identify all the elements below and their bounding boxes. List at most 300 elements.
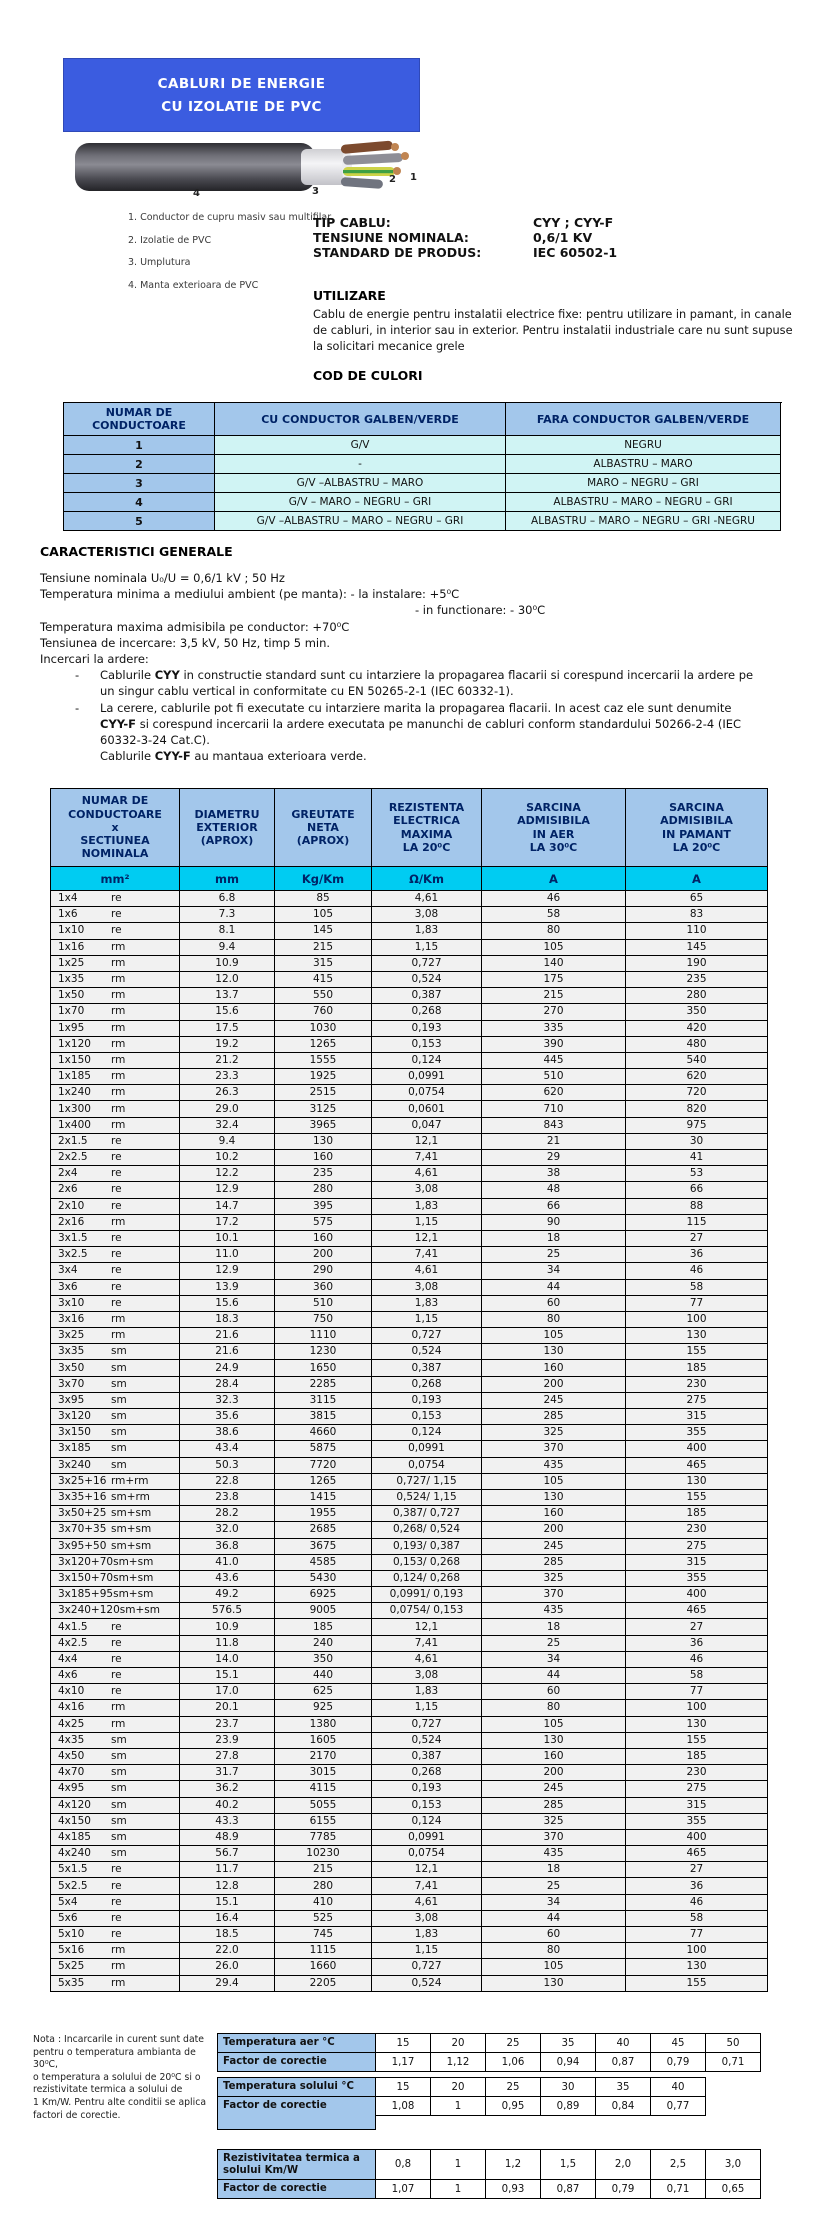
table-cell: 1660 [275, 1959, 372, 1975]
table-cell: 17.0 [180, 1684, 275, 1700]
conductor-size: 3x50 [58, 1361, 85, 1374]
conductor-size: 4x10 [58, 1685, 85, 1698]
conductor-class: sm+sm [113, 1588, 154, 1601]
color-table-cell: MARO – NEGRU – GRI [506, 474, 781, 493]
table-cell: 46 [626, 1895, 768, 1911]
conductor-class: re [111, 1863, 122, 1876]
correction-table-value: 40 [650, 2077, 706, 2097]
table-cell: 1,83 [372, 1296, 482, 1312]
table-cell: 12,1 [372, 1619, 482, 1635]
table-cell: 395 [275, 1199, 372, 1215]
table-cell: 280 [275, 1878, 372, 1894]
table-row [51, 1118, 768, 1134]
conductor-size: 2x6 [58, 1183, 78, 1196]
table-cell: 10230 [275, 1846, 372, 1862]
correction-factor-value: 0,71 [705, 2052, 761, 2072]
table-cell: 31.7 [180, 1765, 275, 1781]
table-cell: 43.3 [180, 1814, 275, 1830]
conductor-class: re [111, 1652, 122, 1665]
table-cell: 21.2 [180, 1053, 275, 1069]
correction-factor-value: 1,07 [375, 2179, 431, 2199]
table-cell: 29.0 [180, 1101, 275, 1117]
table-cell: 41 [626, 1150, 768, 1166]
conductor-class: sm [111, 1393, 127, 1406]
conductor-size: 5x25 [58, 1960, 85, 1973]
correction-table-value: 25 [485, 2033, 541, 2053]
conductor-size: 4x2.5 [58, 1636, 88, 1649]
table-cell: 155 [626, 1490, 768, 1506]
table-cell: 335 [482, 1021, 626, 1037]
table-cell: 0,124 [372, 1053, 482, 1069]
main-table-size-cell [51, 1037, 180, 1053]
table-row [51, 1425, 768, 1441]
table-cell: 925 [275, 1700, 372, 1716]
correction-table-value-row [218, 2149, 761, 2180]
correction-factor-value: 1,12 [430, 2052, 486, 2072]
legend-item: 3. Umplutura [128, 257, 191, 268]
table-cell: 23.7 [180, 1717, 275, 1733]
conductor-class: rm [111, 1215, 126, 1228]
table-cell: 0,524 [372, 1976, 482, 1992]
table-cell: 160 [482, 1360, 626, 1376]
correction-table-value: 1,2 [485, 2149, 541, 2180]
table-row [51, 1717, 768, 1733]
table-cell: 625 [275, 1684, 372, 1700]
conductor-size: 5x16 [58, 1944, 85, 1957]
conductor-size: 3x4 [58, 1264, 78, 1277]
table-cell: 100 [626, 1943, 768, 1959]
table-cell: 540 [626, 1053, 768, 1069]
main-table-size-cell [51, 1895, 180, 1911]
table-cell: 185 [626, 1749, 768, 1765]
table-cell: 240 [275, 1636, 372, 1652]
conductor-class: rm [111, 989, 126, 1002]
table-row [51, 1166, 768, 1182]
table-row [51, 1296, 768, 1312]
main-table-header-row [51, 789, 768, 867]
conductor-size: 1x400 [58, 1118, 91, 1131]
conductor-size: 5x4 [58, 1895, 78, 1908]
correction-factor-value: 0,87 [540, 2179, 596, 2199]
table-cell: 576.5 [180, 1603, 275, 1619]
page-title-line1: CABLURI DE ENERGIE [157, 75, 326, 92]
conductor-class: sm [111, 1410, 127, 1423]
caracteristici-line: - in functionare: - 30⁰C [415, 603, 546, 618]
table-row [51, 1069, 768, 1085]
table-row [51, 891, 768, 907]
table-cell: 7,41 [372, 1878, 482, 1894]
conductor-size: 2x2.5 [58, 1151, 88, 1164]
table-row [51, 1182, 768, 1198]
table-cell: 3815 [275, 1409, 372, 1425]
bullet-text: Cablurile CYY-F au mantaua exterioara verde. [100, 749, 367, 764]
table-cell: 355 [626, 1425, 768, 1441]
table-cell: 2515 [275, 1085, 372, 1101]
conductor-class: re [111, 1232, 122, 1245]
conductor-class: rm [111, 1960, 126, 1973]
table-cell: 0,268/ 0,524 [372, 1522, 482, 1538]
main-table-size-cell [51, 1312, 180, 1328]
table-cell: 60 [482, 1927, 626, 1943]
table-cell: 745 [275, 1927, 372, 1943]
table-cell: 155 [626, 1344, 768, 1360]
table-cell: 23.9 [180, 1733, 275, 1749]
table-cell: 0,387 [372, 988, 482, 1004]
table-cell: 34 [482, 1652, 626, 1668]
table-cell: 105 [482, 1474, 626, 1490]
main-table-size-cell [51, 1506, 180, 1522]
table-cell: 27 [626, 1619, 768, 1635]
table-cell: 2685 [275, 1522, 372, 1538]
table-cell: 350 [626, 1004, 768, 1020]
table-cell: 1,83 [372, 1199, 482, 1215]
table-cell: 620 [482, 1085, 626, 1101]
color-table-cell: G/V –ALBASTRU – MARO [215, 474, 506, 493]
table-row [51, 972, 768, 988]
table-cell: 105 [482, 1717, 626, 1733]
conductor-class: re [111, 1879, 122, 1892]
correction-table-value: 45 [650, 2033, 706, 2053]
spec-value: CYY ; CYY-F [533, 215, 614, 230]
table-row [51, 1798, 768, 1814]
conductor-class: re [111, 1928, 122, 1941]
spec-row [313, 246, 617, 261]
spec-label: TENSIUNE NOMINALA: [313, 229, 469, 245]
main-table-size-cell [51, 1571, 180, 1587]
table-row [51, 1927, 768, 1943]
table-cell: 3,08 [372, 907, 482, 923]
correction-table-soil-temperature [218, 2078, 706, 2130]
table-cell: 145 [626, 940, 768, 956]
table-cell: 90 [482, 1215, 626, 1231]
conductor-size: 4x4 [58, 1652, 78, 1665]
conductor-size: 4x95 [58, 1782, 85, 1795]
table-cell: 77 [626, 1684, 768, 1700]
main-table-size-cell [51, 1085, 180, 1101]
main-table-size-cell [51, 1263, 180, 1279]
table-row [51, 940, 768, 956]
conductor-size: 5x2.5 [58, 1879, 88, 1892]
color-table-cell: ALBASTRU – MARO – NEGRU – GRI -NEGRU [506, 512, 781, 531]
conductor-class: rm [111, 956, 126, 969]
table-row [51, 1360, 768, 1376]
main-table-size-cell [51, 1328, 180, 1344]
table-cell: 4,61 [372, 1895, 482, 1911]
conductor-size: 3x120+70 [58, 1555, 114, 1568]
table-cell: 3115 [275, 1393, 372, 1409]
table-cell: 400 [626, 1587, 768, 1603]
table-cell: 44 [482, 1668, 626, 1684]
conductor-class: rm [111, 1312, 126, 1325]
conductor-size: 3x25 [58, 1329, 85, 1342]
table-cell: 130 [626, 1328, 768, 1344]
conductor-size: 1x6 [58, 908, 78, 921]
table-row [51, 1280, 768, 1296]
color-table-cell: G/V [215, 436, 506, 455]
table-row [51, 1085, 768, 1101]
conductor-class: sm+sm [113, 1571, 154, 1584]
table-cell: 19.2 [180, 1037, 275, 1053]
main-table-unit-cell: A [482, 867, 626, 891]
correction-factor-label: Factor de corectie [217, 2052, 376, 2072]
table-cell: 44 [482, 1280, 626, 1296]
table-cell: 0,387/ 0,727 [372, 1506, 482, 1522]
table-cell: 1380 [275, 1717, 372, 1733]
table-cell: 480 [626, 1037, 768, 1053]
table-row [51, 1344, 768, 1360]
table-row [51, 1101, 768, 1117]
correction-factor-value: 1 [430, 2179, 486, 2199]
conductor-class: re [111, 1620, 122, 1633]
conductor-size: 4x35 [58, 1733, 85, 1746]
table-cell: 115 [626, 1215, 768, 1231]
table-cell: 7720 [275, 1458, 372, 1474]
conductor-class: re [111, 892, 122, 905]
table-cell: 1650 [275, 1360, 372, 1376]
table-cell: 1265 [275, 1474, 372, 1490]
cable-part-label-1: 1 [410, 172, 417, 183]
table-cell: 7,41 [372, 1247, 482, 1263]
conductor-class: re [111, 924, 122, 937]
correction-table-value: 1,5 [540, 2149, 596, 2180]
table-row [51, 1539, 768, 1555]
table-cell: 36.8 [180, 1539, 275, 1555]
conductor-class: rm [111, 1086, 126, 1099]
conductor-class: rm [111, 1053, 126, 1066]
table-cell: 0,0991/ 0,193 [372, 1587, 482, 1603]
main-table-size-cell [51, 1409, 180, 1425]
table-cell: 9005 [275, 1603, 372, 1619]
table-cell: 29 [482, 1150, 626, 1166]
conductor-size: 5x35 [58, 1976, 85, 1989]
table-cell: 21.6 [180, 1328, 275, 1344]
bullet-text: La cerere, cablurile pot fi executate cu intarziere marita la propagarea flacarii. In acest caz ele sunt denumite CYY-F si corespund incercarii la ardere executata pe manunchi de cabluri conform standardului 50266-2-4 (IEC 60332-3-24 Cat.C). [100, 700, 742, 748]
table-cell: 0,0754 [372, 1846, 482, 1862]
table-cell: 130 [626, 1959, 768, 1975]
conductor-size: 3x6 [58, 1280, 78, 1293]
table-cell: 34 [482, 1895, 626, 1911]
table-cell: 85 [275, 891, 372, 907]
main-table-size-cell [51, 1943, 180, 1959]
table-cell: 36.2 [180, 1781, 275, 1797]
table-row [51, 1587, 768, 1603]
table-row [51, 1474, 768, 1490]
table-cell: 820 [626, 1101, 768, 1117]
conductor-size: 3x240+120 [58, 1604, 120, 1617]
conductor-class: rm [111, 1037, 126, 1050]
correction-table-value: 3,0 [705, 2149, 761, 2180]
main-table-size-cell [51, 1765, 180, 1781]
conductor-class: sm [111, 1345, 127, 1358]
table-cell: 1,83 [372, 1684, 482, 1700]
caracteristici-line: Tensiune nominala U₀/U = 0,6/1 kV ; 50 Hz [40, 571, 285, 585]
table-cell: 160 [275, 1150, 372, 1166]
conductor-size: 1x95 [58, 1021, 85, 1034]
table-cell: 18 [482, 1619, 626, 1635]
color-table-cell: ALBASTRU – MARO [506, 455, 781, 474]
table-cell: 315 [626, 1409, 768, 1425]
conductor-class: sm [111, 1426, 127, 1439]
conductor-class: re [111, 1669, 122, 1682]
conductor-size: 2x1.5 [58, 1134, 88, 1147]
conductor-size: 3x1.5 [58, 1232, 88, 1245]
conductor-class: rm+rm [111, 1474, 149, 1487]
main-table-size-cell [51, 1360, 180, 1376]
correction-table-value: 35 [595, 2077, 651, 2097]
correction-table-value: 1 [430, 2149, 486, 2180]
table-row [51, 1134, 768, 1150]
color-table-header-row [64, 403, 782, 436]
table-cell: 46 [482, 891, 626, 907]
cable-legend [128, 212, 331, 291]
table-cell: 17.5 [180, 1021, 275, 1037]
table-cell: 155 [626, 1976, 768, 1992]
table-cell: 0,124/ 0,268 [372, 1571, 482, 1587]
main-table-size-cell [51, 972, 180, 988]
table-cell: 370 [482, 1441, 626, 1457]
table-cell: 41.0 [180, 1555, 275, 1571]
table-cell: 130 [482, 1344, 626, 1360]
conductor-size: 3x95+50 [58, 1539, 107, 1552]
main-table-size-cell [51, 1053, 180, 1069]
table-cell: 160 [482, 1749, 626, 1765]
table-cell: 58 [626, 1280, 768, 1296]
table-cell: 12,1 [372, 1134, 482, 1150]
color-table-header-cell: NUMAR DE CONDUCTOARE [64, 403, 215, 436]
main-table-size-cell [51, 1101, 180, 1117]
table-cell: 12.9 [180, 1182, 275, 1198]
color-table-header-cell: CU CONDUCTOR GALBEN/VERDE [215, 403, 506, 436]
table-cell: 355 [626, 1814, 768, 1830]
conductor-class: re [111, 1167, 122, 1180]
table-cell: 510 [275, 1296, 372, 1312]
conductor-size: 3x35 [58, 1345, 85, 1358]
table-cell: 315 [275, 956, 372, 972]
color-table-count-cell: 1 [64, 436, 215, 455]
conductor-size: 3x25+16 [58, 1474, 107, 1487]
main-table-header-cell: SARCINA ADMISIBILA IN AER LA 30⁰C [482, 789, 626, 867]
main-table-size-cell [51, 1911, 180, 1927]
spec-value: IEC 60502-1 [533, 244, 618, 260]
table-cell: 65 [626, 891, 768, 907]
table-cell: 4660 [275, 1425, 372, 1441]
table-cell: 975 [626, 1118, 768, 1134]
caracteristici-bullet [40, 748, 798, 764]
table-cell: 415 [275, 972, 372, 988]
conductor-size: 3x150 [58, 1426, 91, 1439]
table-cell: 280 [626, 988, 768, 1004]
correction-factor-value: 0,87 [595, 2052, 651, 2072]
table-cell: 275 [626, 1393, 768, 1409]
table-cell: 325 [482, 1571, 626, 1587]
table-cell: 28.4 [180, 1377, 275, 1393]
table-cell: 21.6 [180, 1344, 275, 1360]
correction-factor-label: Factor de corectie [217, 2096, 376, 2116]
table-cell: 66 [482, 1199, 626, 1215]
table-row [51, 1150, 768, 1166]
table-cell: 0,0754 [372, 1458, 482, 1474]
color-table-row [64, 512, 782, 531]
table-cell: 525 [275, 1911, 372, 1927]
correction-factor-value: 0,77 [650, 2096, 706, 2116]
table-cell: 15.1 [180, 1668, 275, 1684]
table-cell: 245 [482, 1539, 626, 1555]
table-row [51, 1037, 768, 1053]
table-row [51, 1377, 768, 1393]
table-cell: 0,727 [372, 1959, 482, 1975]
conductor-class: sm [111, 1830, 127, 1843]
conductor-class: sm [111, 1798, 127, 1811]
table-row [51, 1571, 768, 1587]
table-cell: 4,61 [372, 1263, 482, 1279]
table-cell: 100 [626, 1312, 768, 1328]
correction-table-extension-row [218, 2115, 706, 2130]
table-row [51, 956, 768, 972]
table-cell: 77 [626, 1296, 768, 1312]
table-row [51, 988, 768, 1004]
caracteristici-heading: CARACTERISTICI GENERALE [40, 544, 233, 559]
table-cell: 77 [626, 1927, 768, 1943]
conductor-size: 3x120 [58, 1410, 91, 1423]
table-cell: 410 [275, 1895, 372, 1911]
correction-factor-value: 0,84 [595, 2096, 651, 2116]
color-table-cell: G/V – MARO – NEGRU – GRI [215, 493, 506, 512]
table-cell: 3,08 [372, 1182, 482, 1198]
table-row [51, 1895, 768, 1911]
conductor-size: 4x185 [58, 1830, 91, 1843]
table-cell: 12.8 [180, 1878, 275, 1894]
table-cell: 843 [482, 1118, 626, 1134]
table-cell: 18 [482, 1231, 626, 1247]
table-cell: 2285 [275, 1377, 372, 1393]
cable-part-label-3: 3 [312, 186, 319, 197]
table-cell: 280 [275, 1182, 372, 1198]
table-cell: 12.2 [180, 1166, 275, 1182]
table-cell: 43.6 [180, 1571, 275, 1587]
conductor-class: re [111, 1911, 122, 1924]
table-row [51, 1862, 768, 1878]
table-cell: 130 [482, 1490, 626, 1506]
main-table-size-cell [51, 1636, 180, 1652]
bullet-dash [75, 748, 100, 764]
conductor-size: 2x4 [58, 1167, 78, 1180]
main-table-header-cell: DIAMETRU EXTERIOR (APROX) [180, 789, 275, 867]
conductor-size: 3x95 [58, 1393, 85, 1406]
table-cell: 0,0754/ 0,153 [372, 1603, 482, 1619]
table-cell: 11.7 [180, 1862, 275, 1878]
table-cell: 80 [482, 1943, 626, 1959]
table-cell: 80 [482, 1700, 626, 1716]
table-cell: 370 [482, 1830, 626, 1846]
conductor-class: rm [111, 1976, 126, 1989]
table-cell: 435 [482, 1603, 626, 1619]
color-table-cell: G/V –ALBASTRU – MARO – NEGRU – GRI [215, 512, 506, 531]
table-cell: 1,15 [372, 1700, 482, 1716]
table-cell: 1925 [275, 1069, 372, 1085]
correction-factor-value: 0,71 [650, 2179, 706, 2199]
table-row [51, 1328, 768, 1344]
table-cell: 215 [482, 988, 626, 1004]
table-cell: 130 [626, 1474, 768, 1490]
table-cell: 325 [482, 1814, 626, 1830]
correction-table-value: 2,0 [595, 2149, 651, 2180]
table-cell: 0,0991 [372, 1069, 482, 1085]
table-cell: 60 [482, 1296, 626, 1312]
table-cell: 1030 [275, 1021, 372, 1037]
conductor-class: re [111, 908, 122, 921]
table-cell: 0,0991 [372, 1441, 482, 1457]
caracteristici-bullet [40, 667, 798, 699]
